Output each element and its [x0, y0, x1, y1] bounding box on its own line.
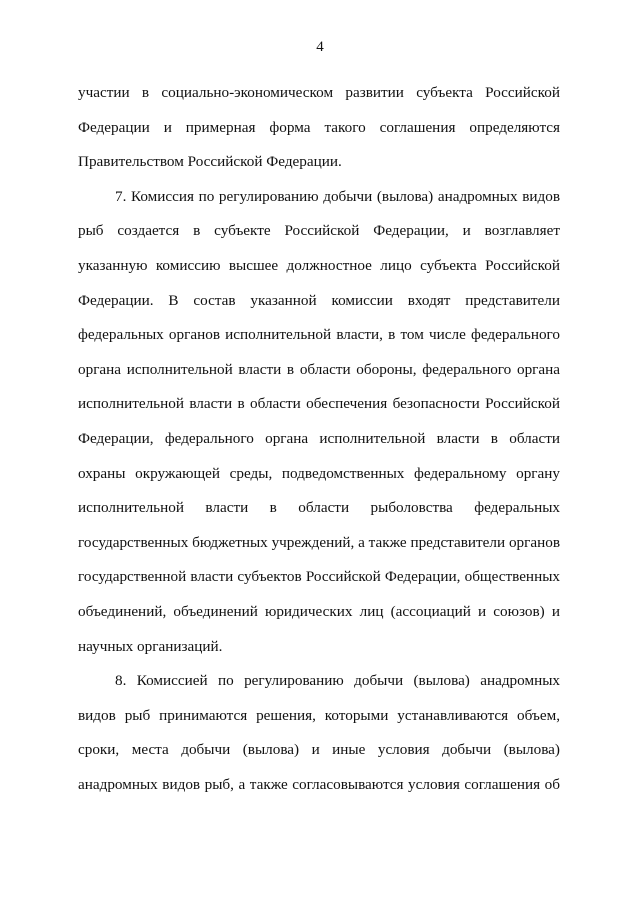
text-line: государственной власти субъектов Российской Федерации, общественных: [78, 568, 560, 586]
page-number: 4: [316, 39, 324, 55]
text-line: 8. Комиссией по регулированию добычи (вылова) анадромных: [115, 672, 560, 690]
text-line: федеральных органов исполнительной власти, в том числе федерального: [78, 326, 560, 344]
text-line: государственных бюджетных учреждений, а также представители органов: [78, 533, 560, 551]
text-line: исполнительной власти в области рыболовства федеральных: [78, 499, 560, 517]
text-line: 7. Комиссия по регулированию добычи (вылова) анадромных видов: [115, 187, 560, 205]
text-line: участии в социально-экономическом развитии субъекта Российской: [78, 84, 560, 101]
document-body: [78, 76, 560, 802]
paragraph-item-7: [78, 180, 560, 664]
text-line: сроки, места добычи (вылова) и иные условия добычи (вылова): [78, 741, 560, 759]
text-line: Федерации и примерная форма такого соглашения определяются: [78, 118, 560, 136]
text-line: научных организаций.: [78, 637, 223, 655]
text-line: анадромных видов рыб, а также согласовываются условия соглашения об: [78, 775, 560, 793]
text-line: Правительством Российской Федерации.: [78, 153, 342, 171]
paragraph-continuation: [78, 76, 560, 180]
text-line: охраны окружающей среды, подведомственных федеральному органу: [78, 464, 560, 482]
text-line: объединений, объединений юридических лиц (ассоциаций и союзов) и: [78, 602, 560, 620]
text-line: указанную комиссию высшее должностное лицо субъекта Российской: [78, 256, 560, 274]
text-line: органа исполнительной власти в области обороны, федерального органа: [78, 360, 560, 378]
text-line: рыб создается в субъекте Российской Федерации, и возглавляет: [78, 222, 560, 240]
text-line: Федерации, федерального органа исполнительной власти в области: [78, 429, 560, 447]
text-line: исполнительной власти в области обеспечения безопасности Российской: [78, 395, 560, 413]
paragraph-item-8: [78, 664, 560, 802]
text-line: видов рыб принимаются решения, которыми устанавливаются объем,: [78, 706, 560, 724]
text-line: Федерации. В состав указанной комиссии входят представители: [78, 291, 560, 309]
